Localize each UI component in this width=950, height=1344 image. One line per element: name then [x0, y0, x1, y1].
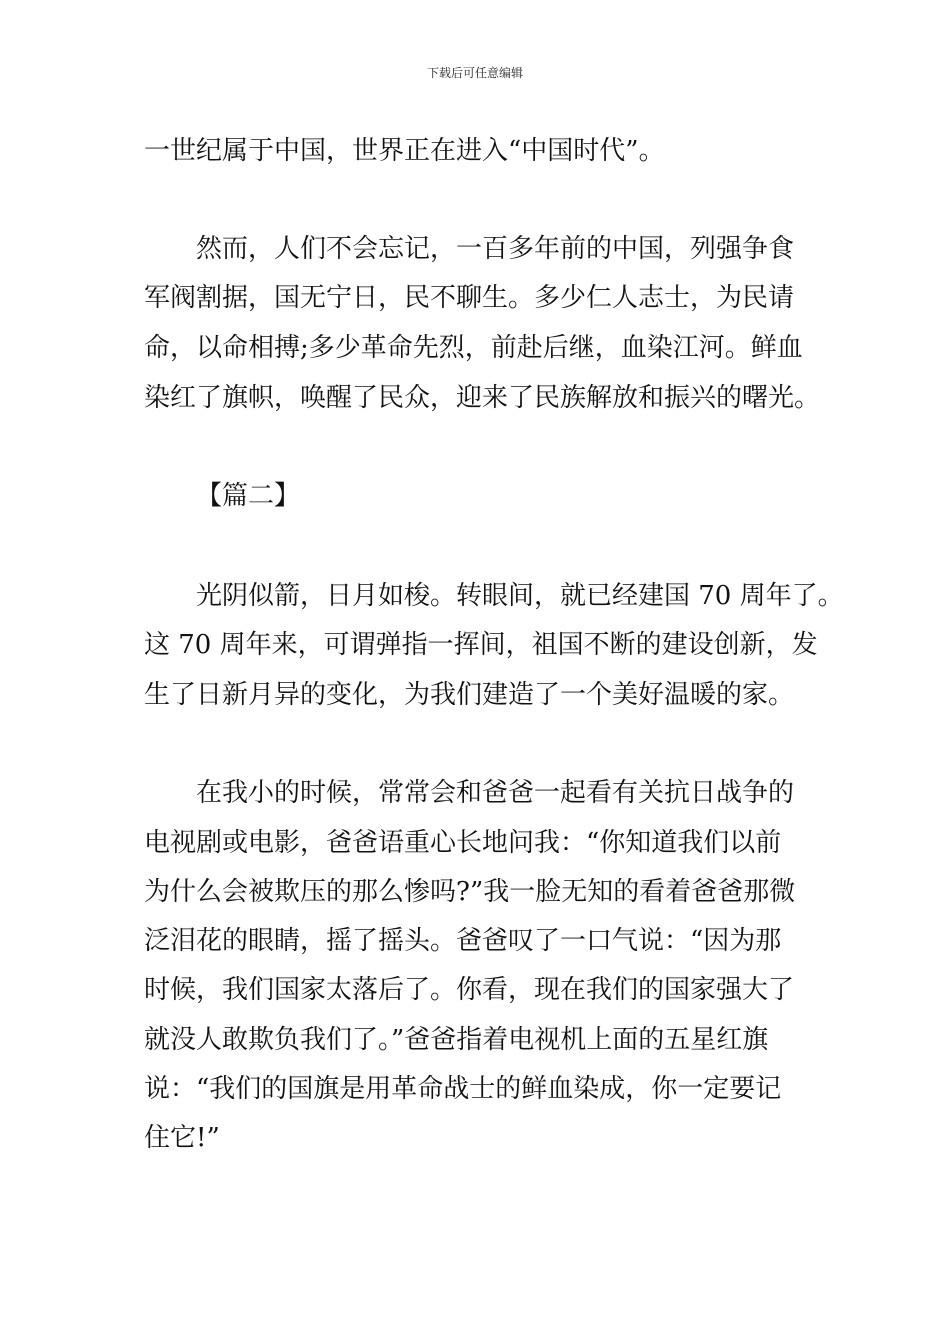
page-header: 下载后可任意编辑 — [426, 66, 523, 80]
paragraph-4-line-3: 为什么会被欺压的那么惨吗?”我一脸无知的看着爸爸那微 — [144, 877, 796, 907]
paragraph-3-line-2: 这 70 周年来，可谓弹指一挥间，祖国不断的建设创新，发 — [144, 630, 818, 660]
section-heading: 【篇二】 — [196, 481, 301, 511]
paragraph-4-line-4: 泛泪花的眼睛，摇了摇头。爸爸叹了一口气说：“因为那 — [144, 926, 782, 956]
paragraph-2-line-4: 染红了旗帜，唤醒了民众，迎来了民族解放和振兴的曙光。 — [144, 383, 821, 413]
paragraph-2-line-1: 然而，人们不会忘记，一百多年前的中国，列强争食 — [196, 234, 795, 264]
paragraph-1-line-1: 一世纪属于中国，世界正在进入“中国时代”。 — [144, 136, 665, 166]
paragraph-2-line-3: 命，以命相搏;多少革命先烈，前赴后继，血染江河。鲜血 — [144, 333, 803, 363]
paragraph-3-line-1: 光阴似箭，日月如梭。转眼间，就已经建国 70 周年了。 — [196, 581, 844, 611]
paragraph-4-line-5: 时候，我们国家太落后了。你看，现在我们的国家强大了 — [144, 975, 795, 1005]
paragraph-4-line-1: 在我小的时候，常常会和爸爸一起看有关抗日战争的 — [196, 778, 795, 808]
paragraph-4-line-2: 电视剧或电影，爸爸语重心长地问我：“你知道我们以前 — [144, 828, 782, 858]
paragraph-4-line-8: 住它!” — [144, 1123, 220, 1153]
paragraph-4-line-7: 说：“我们的国旗是用革命战士的鲜血染成，你一定要记 — [144, 1074, 782, 1104]
paragraph-2-line-2: 军阀割据，国无宁日，民不聊生。多少仁人志士，为民请 — [144, 283, 795, 313]
paragraph-3-line-3: 生了日新月异的变化，为我们建造了一个美好温暖的家。 — [144, 680, 795, 710]
paragraph-4-line-6: 就没人敢欺负我们了。”爸爸指着电视机上面的五星红旗 — [144, 1025, 769, 1055]
